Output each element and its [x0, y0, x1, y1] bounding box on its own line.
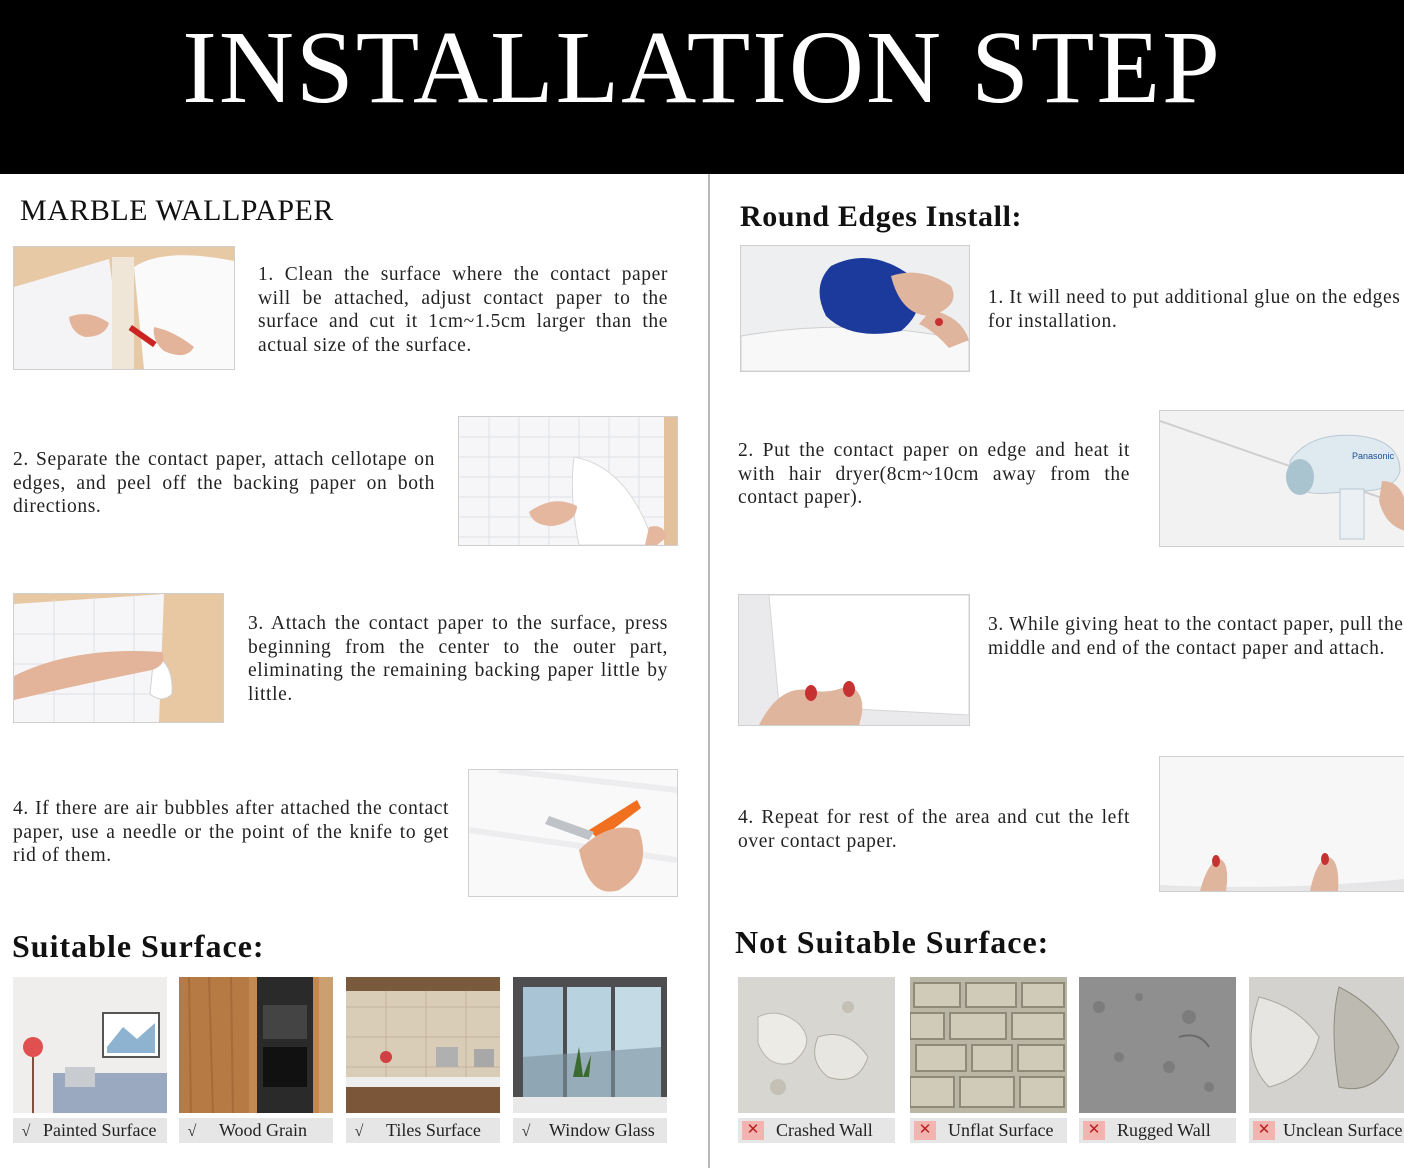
step-1-photo [13, 246, 235, 370]
step-4-photo [468, 769, 678, 897]
painted-surface-image [13, 977, 167, 1113]
x-icon: ✕ [914, 1121, 936, 1140]
round-step-4-photo [1159, 756, 1404, 892]
unflat-surface-image [910, 977, 1067, 1113]
step-2-photo [458, 416, 678, 546]
label-painted-surface: √ Painted Surface [13, 1118, 167, 1143]
x-icon: ✕ [1083, 1121, 1105, 1140]
x-icon: ✕ [742, 1121, 764, 1140]
left-step-4-text: 4. If there are air bubbles after attached the contact paper, use a needle or the point of the knife to get rid of them. [13, 798, 449, 866]
round-step-2-photo [1159, 410, 1404, 547]
wood-grain-image [179, 977, 333, 1113]
check-icon: √ [354, 1123, 364, 1140]
title-banner [0, 0, 1404, 174]
label-wood-grain: √ Wood Grain [179, 1118, 333, 1143]
check-icon: √ [521, 1123, 531, 1140]
window-glass-image [513, 977, 667, 1113]
right-step-1-text: 1. It will need to put additional glue on the edges for installation. [988, 287, 1401, 332]
label-rugged-wall: ✕ Rugged Wall [1079, 1118, 1236, 1143]
right-step-2-text: 2. Put the contact paper on edge and heat it with hair dryer(8cm~10cm away from the contact paper). [738, 440, 1130, 508]
label-crashed-wall: ✕ Crashed Wall [738, 1118, 895, 1143]
step-3-photo [13, 593, 224, 723]
label-window-glass: √ Window Glass [513, 1118, 667, 1143]
tiles-surface-image [346, 977, 500, 1113]
round-step-3-photo [738, 594, 970, 726]
marble-wallpaper-heading: MARBLE WALLPAPER [20, 194, 334, 227]
label-tiles-surface: √ Tiles Surface [346, 1118, 500, 1143]
check-icon: √ [21, 1123, 31, 1140]
banner-title: INSTALLATION STEP [182, 10, 1222, 125]
round-step-1-photo [740, 245, 970, 372]
right-step-3-text: 3. While giving heat to the contact paper, pull the middle and end of the contact paper and attach. [988, 614, 1404, 659]
rugged-wall-image [1079, 977, 1236, 1113]
x-icon: ✕ [1253, 1121, 1275, 1140]
not-suitable-surface-heading: Not Suitable Surface: [735, 924, 1050, 960]
left-step-3-text: 3. Attach the contact paper to the surface, press beginning from the center to the outer part, eliminating the remaining backing paper little by little. [248, 613, 668, 705]
left-step-1-text: 1. Clean the surface where the contact paper will be attached, adjust contact paper to the surface and cut it 1cm~1.5cm larger than the actual size of the surface. [258, 264, 668, 356]
unclean-surface-image [1249, 977, 1404, 1113]
label-unclean-surface: ✕ Unclean Surface [1249, 1118, 1404, 1143]
label-unflat-surface: ✕ Unflat Surface [910, 1118, 1067, 1143]
dryer-brand-text: Panasonic [1352, 451, 1395, 461]
crashed-wall-image [738, 977, 895, 1113]
round-edges-heading: Round Edges Install: [740, 200, 1023, 233]
column-divider [708, 174, 710, 1168]
right-step-4-text: 4. Repeat for rest of the area and cut the left over contact paper. [738, 807, 1130, 852]
suitable-surface-heading: Suitable Surface: [12, 928, 265, 964]
left-step-2-text: 2. Separate the contact paper, attach cellotape on edges, and peel off the backing paper on both directions. [13, 449, 435, 517]
check-icon: √ [187, 1123, 197, 1140]
